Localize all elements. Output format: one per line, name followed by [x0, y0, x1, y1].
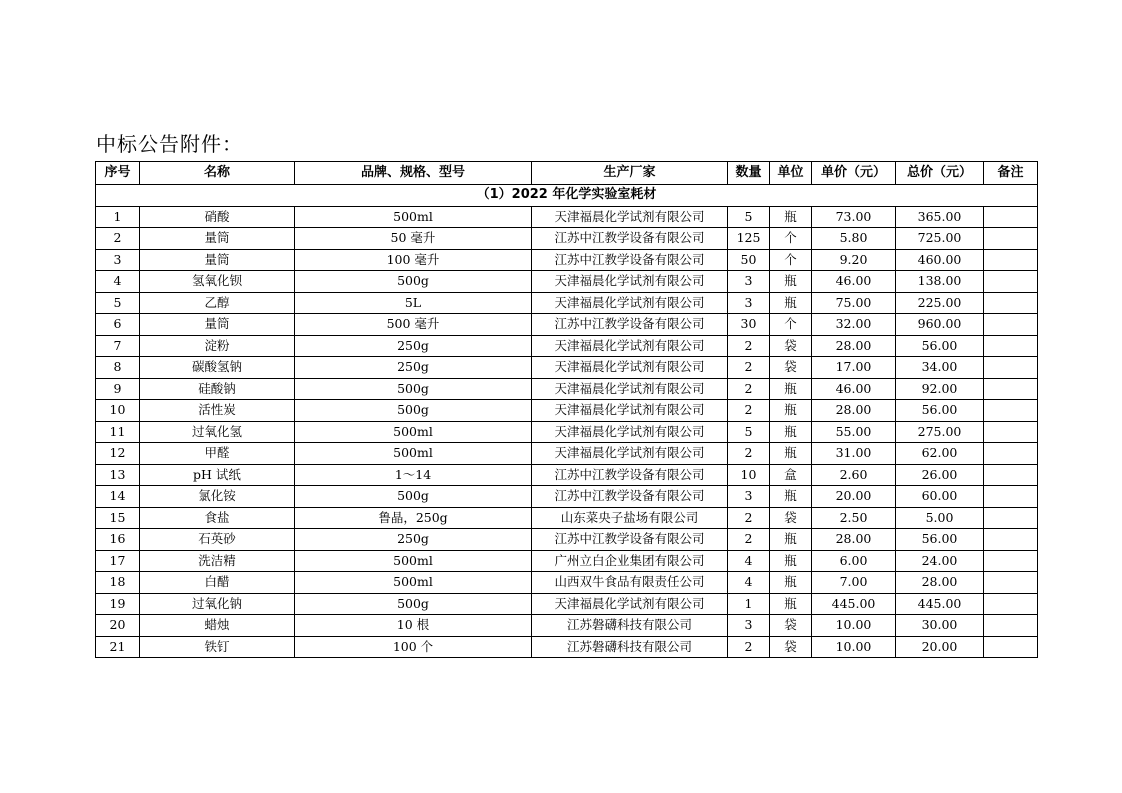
cell-total-price: 445.00 [896, 593, 984, 615]
cell-remarks [984, 357, 1038, 379]
cell-unit-price: 32.00 [812, 314, 896, 336]
cell-index: 13 [96, 464, 140, 486]
header-unit-price: 单价（元） [812, 162, 896, 185]
cell-name: 石英砂 [140, 529, 295, 551]
cell-manufacturer: 天津福晨化学试剂有限公司 [532, 421, 728, 443]
cell-unit: 袋 [770, 507, 812, 529]
cell-index: 8 [96, 357, 140, 379]
cell-total-price: 92.00 [896, 378, 984, 400]
cell-spec: 250g [295, 357, 532, 379]
cell-unit-price: 20.00 [812, 486, 896, 508]
table-row [96, 378, 1038, 400]
cell-spec: 500ml [295, 572, 532, 594]
cell-name: 量筒 [140, 249, 295, 271]
cell-unit: 瓶 [770, 443, 812, 465]
cell-name: 活性炭 [140, 400, 295, 422]
cell-total-price: 725.00 [896, 228, 984, 250]
cell-unit-price: 2.60 [812, 464, 896, 486]
cell-remarks [984, 421, 1038, 443]
cell-unit: 瓶 [770, 421, 812, 443]
cell-name: 甲醛 [140, 443, 295, 465]
cell-name: 碳酸氢钠 [140, 357, 295, 379]
cell-quantity: 2 [728, 529, 770, 551]
section-row [96, 185, 1038, 207]
cell-quantity: 2 [728, 378, 770, 400]
table-row [96, 464, 1038, 486]
cell-remarks [984, 550, 1038, 572]
cell-spec: 500g [295, 486, 532, 508]
cell-unit: 瓶 [770, 486, 812, 508]
cell-manufacturer: 天津福晨化学试剂有限公司 [532, 593, 728, 615]
cell-remarks [984, 507, 1038, 529]
table-row [96, 615, 1038, 637]
cell-remarks [984, 206, 1038, 228]
cell-quantity: 10 [728, 464, 770, 486]
cell-name: 洗洁精 [140, 550, 295, 572]
cell-quantity: 4 [728, 572, 770, 594]
cell-total-price: 56.00 [896, 335, 984, 357]
cell-name: 过氧化氢 [140, 421, 295, 443]
cell-manufacturer: 江苏磐礴科技有限公司 [532, 636, 728, 658]
table-row [96, 206, 1038, 228]
cell-spec: 500g [295, 593, 532, 615]
cell-total-price: 34.00 [896, 357, 984, 379]
table-row [96, 529, 1038, 551]
cell-name: 过氧化钠 [140, 593, 295, 615]
cell-spec: 500ml [295, 550, 532, 572]
cell-spec: 鲁晶，250g [295, 507, 532, 529]
header-spec: 品牌、规格、型号 [295, 162, 532, 185]
cell-quantity: 2 [728, 357, 770, 379]
cell-spec: 50 毫升 [295, 228, 532, 250]
cell-manufacturer: 江苏中江教学设备有限公司 [532, 486, 728, 508]
cell-total-price: 460.00 [896, 249, 984, 271]
cell-manufacturer: 天津福晨化学试剂有限公司 [532, 378, 728, 400]
cell-total-price: 20.00 [896, 636, 984, 658]
table-row [96, 572, 1038, 594]
cell-remarks [984, 314, 1038, 336]
cell-remarks [984, 464, 1038, 486]
cell-unit-price: 7.00 [812, 572, 896, 594]
cell-remarks [984, 378, 1038, 400]
cell-unit-price: 28.00 [812, 529, 896, 551]
cell-name: 乙醇 [140, 292, 295, 314]
cell-unit-price: 55.00 [812, 421, 896, 443]
cell-unit-price: 75.00 [812, 292, 896, 314]
cell-manufacturer: 江苏中江教学设备有限公司 [532, 249, 728, 271]
cell-remarks [984, 615, 1038, 637]
cell-remarks [984, 572, 1038, 594]
cell-name: pH 试纸 [140, 464, 295, 486]
cell-unit-price: 17.00 [812, 357, 896, 379]
cell-unit: 瓶 [770, 292, 812, 314]
cell-manufacturer: 天津福晨化学试剂有限公司 [532, 443, 728, 465]
cell-manufacturer: 天津福晨化学试剂有限公司 [532, 357, 728, 379]
cell-spec: 10 根 [295, 615, 532, 637]
cell-unit: 个 [770, 228, 812, 250]
cell-manufacturer: 山东菜央子盐场有限公司 [532, 507, 728, 529]
cell-quantity: 2 [728, 400, 770, 422]
cell-index: 17 [96, 550, 140, 572]
cell-manufacturer: 江苏中江教学设备有限公司 [532, 464, 728, 486]
cell-remarks [984, 335, 1038, 357]
cell-spec: 250g [295, 529, 532, 551]
table-row [96, 421, 1038, 443]
cell-index: 10 [96, 400, 140, 422]
table-row [96, 292, 1038, 314]
cell-spec: 500ml [295, 206, 532, 228]
table-row [96, 249, 1038, 271]
cell-quantity: 125 [728, 228, 770, 250]
cell-unit: 袋 [770, 636, 812, 658]
table-row [96, 271, 1038, 293]
cell-total-price: 60.00 [896, 486, 984, 508]
cell-unit-price: 31.00 [812, 443, 896, 465]
cell-index: 14 [96, 486, 140, 508]
cell-manufacturer: 江苏中江教学设备有限公司 [532, 228, 728, 250]
section-title: （1）2022 年化学实验室耗材 [96, 185, 1038, 207]
cell-index: 16 [96, 529, 140, 551]
cell-quantity: 2 [728, 335, 770, 357]
cell-index: 11 [96, 421, 140, 443]
cell-quantity: 30 [728, 314, 770, 336]
cell-spec: 500g [295, 378, 532, 400]
cell-manufacturer: 江苏中江教学设备有限公司 [532, 314, 728, 336]
cell-quantity: 3 [728, 486, 770, 508]
cell-unit: 个 [770, 314, 812, 336]
cell-spec: 1～14 [295, 464, 532, 486]
cell-name: 量筒 [140, 314, 295, 336]
cell-unit: 瓶 [770, 378, 812, 400]
cell-total-price: 56.00 [896, 400, 984, 422]
cell-unit: 瓶 [770, 271, 812, 293]
header-index: 序号 [96, 162, 140, 185]
cell-manufacturer: 天津福晨化学试剂有限公司 [532, 292, 728, 314]
cell-unit: 瓶 [770, 572, 812, 594]
table-row [96, 550, 1038, 572]
document-title: 中标公告附件： [96, 132, 243, 156]
cell-total-price: 28.00 [896, 572, 984, 594]
cell-index: 1 [96, 206, 140, 228]
cell-index: 6 [96, 314, 140, 336]
cell-total-price: 365.00 [896, 206, 984, 228]
cell-remarks [984, 249, 1038, 271]
table-row [96, 443, 1038, 465]
cell-name: 量筒 [140, 228, 295, 250]
table-row [96, 486, 1038, 508]
cell-manufacturer: 江苏中江教学设备有限公司 [532, 529, 728, 551]
cell-quantity: 50 [728, 249, 770, 271]
table-row [96, 636, 1038, 658]
cell-remarks [984, 271, 1038, 293]
cell-remarks [984, 636, 1038, 658]
cell-quantity: 2 [728, 443, 770, 465]
cell-unit-price: 10.00 [812, 615, 896, 637]
cell-quantity: 3 [728, 292, 770, 314]
table-row [96, 357, 1038, 379]
table-row [96, 228, 1038, 250]
cell-unit-price: 10.00 [812, 636, 896, 658]
cell-manufacturer: 广州立白企业集团有限公司 [532, 550, 728, 572]
cell-manufacturer: 天津福晨化学试剂有限公司 [532, 271, 728, 293]
table-header-row [96, 162, 1038, 185]
cell-spec: 100 个 [295, 636, 532, 658]
cell-remarks [984, 400, 1038, 422]
cell-quantity: 3 [728, 271, 770, 293]
cell-name: 食盐 [140, 507, 295, 529]
cell-name: 硅酸钠 [140, 378, 295, 400]
cell-total-price: 960.00 [896, 314, 984, 336]
cell-index: 4 [96, 271, 140, 293]
cell-name: 硝酸 [140, 206, 295, 228]
cell-spec: 500ml [295, 443, 532, 465]
cell-unit-price: 9.20 [812, 249, 896, 271]
cell-unit-price: 73.00 [812, 206, 896, 228]
cell-spec: 500 毫升 [295, 314, 532, 336]
cell-quantity: 1 [728, 593, 770, 615]
cell-unit-price: 46.00 [812, 271, 896, 293]
cell-unit-price: 28.00 [812, 400, 896, 422]
cell-quantity: 5 [728, 206, 770, 228]
cell-total-price: 5.00 [896, 507, 984, 529]
cell-total-price: 275.00 [896, 421, 984, 443]
cell-index: 12 [96, 443, 140, 465]
cell-unit-price: 28.00 [812, 335, 896, 357]
cell-name: 氢氧化钡 [140, 271, 295, 293]
cell-unit: 袋 [770, 357, 812, 379]
cell-remarks [984, 292, 1038, 314]
cell-total-price: 225.00 [896, 292, 984, 314]
cell-unit-price: 445.00 [812, 593, 896, 615]
cell-total-price: 24.00 [896, 550, 984, 572]
cell-name: 蜡烛 [140, 615, 295, 637]
cell-total-price: 62.00 [896, 443, 984, 465]
table-row [96, 314, 1038, 336]
table-row [96, 593, 1038, 615]
cell-index: 3 [96, 249, 140, 271]
cell-spec: 500g [295, 400, 532, 422]
cell-unit: 袋 [770, 615, 812, 637]
cell-quantity: 2 [728, 507, 770, 529]
cell-name: 铁钉 [140, 636, 295, 658]
cell-index: 15 [96, 507, 140, 529]
cell-quantity: 3 [728, 615, 770, 637]
cell-total-price: 56.00 [896, 529, 984, 551]
table-row [96, 400, 1038, 422]
cell-unit-price: 2.50 [812, 507, 896, 529]
header-manufacturer: 生产厂家 [532, 162, 728, 185]
header-total-price: 总价（元） [896, 162, 984, 185]
cell-total-price: 26.00 [896, 464, 984, 486]
cell-index: 9 [96, 378, 140, 400]
cell-unit: 瓶 [770, 529, 812, 551]
cell-index: 19 [96, 593, 140, 615]
cell-quantity: 5 [728, 421, 770, 443]
cell-index: 2 [96, 228, 140, 250]
cell-manufacturer: 江苏磐礴科技有限公司 [532, 615, 728, 637]
cell-spec: 500ml [295, 421, 532, 443]
cell-name: 淀粉 [140, 335, 295, 357]
cell-index: 7 [96, 335, 140, 357]
header-name: 名称 [140, 162, 295, 185]
cell-spec: 250g [295, 335, 532, 357]
cell-remarks [984, 486, 1038, 508]
cell-index: 5 [96, 292, 140, 314]
table-row [96, 335, 1038, 357]
cell-manufacturer: 天津福晨化学试剂有限公司 [532, 335, 728, 357]
cell-quantity: 2 [728, 636, 770, 658]
header-remarks: 备注 [984, 162, 1038, 185]
cell-index: 18 [96, 572, 140, 594]
cell-unit: 盒 [770, 464, 812, 486]
cell-name: 氯化铵 [140, 486, 295, 508]
cell-total-price: 138.00 [896, 271, 984, 293]
cell-unit: 瓶 [770, 593, 812, 615]
cell-quantity: 4 [728, 550, 770, 572]
cell-unit-price: 6.00 [812, 550, 896, 572]
cell-unit: 瓶 [770, 400, 812, 422]
cell-total-price: 30.00 [896, 615, 984, 637]
cell-index: 20 [96, 615, 140, 637]
cell-manufacturer: 山西双牛食品有限责任公司 [532, 572, 728, 594]
cell-remarks [984, 443, 1038, 465]
cell-manufacturer: 天津福晨化学试剂有限公司 [532, 400, 728, 422]
cell-manufacturer: 天津福晨化学试剂有限公司 [532, 206, 728, 228]
cell-spec: 5L [295, 292, 532, 314]
cell-name: 白醋 [140, 572, 295, 594]
header-unit: 单位 [770, 162, 812, 185]
cell-spec: 500g [295, 271, 532, 293]
cell-remarks [984, 593, 1038, 615]
cell-index: 21 [96, 636, 140, 658]
cell-spec: 100 毫升 [295, 249, 532, 271]
cell-unit-price: 5.80 [812, 228, 896, 250]
cell-remarks [984, 529, 1038, 551]
cell-remarks [984, 228, 1038, 250]
cell-unit: 瓶 [770, 206, 812, 228]
table-row [96, 507, 1038, 529]
header-quantity: 数量 [728, 162, 770, 185]
cell-unit: 个 [770, 249, 812, 271]
procurement-table [95, 161, 1038, 658]
cell-unit: 瓶 [770, 550, 812, 572]
cell-unit: 袋 [770, 335, 812, 357]
cell-unit-price: 46.00 [812, 378, 896, 400]
